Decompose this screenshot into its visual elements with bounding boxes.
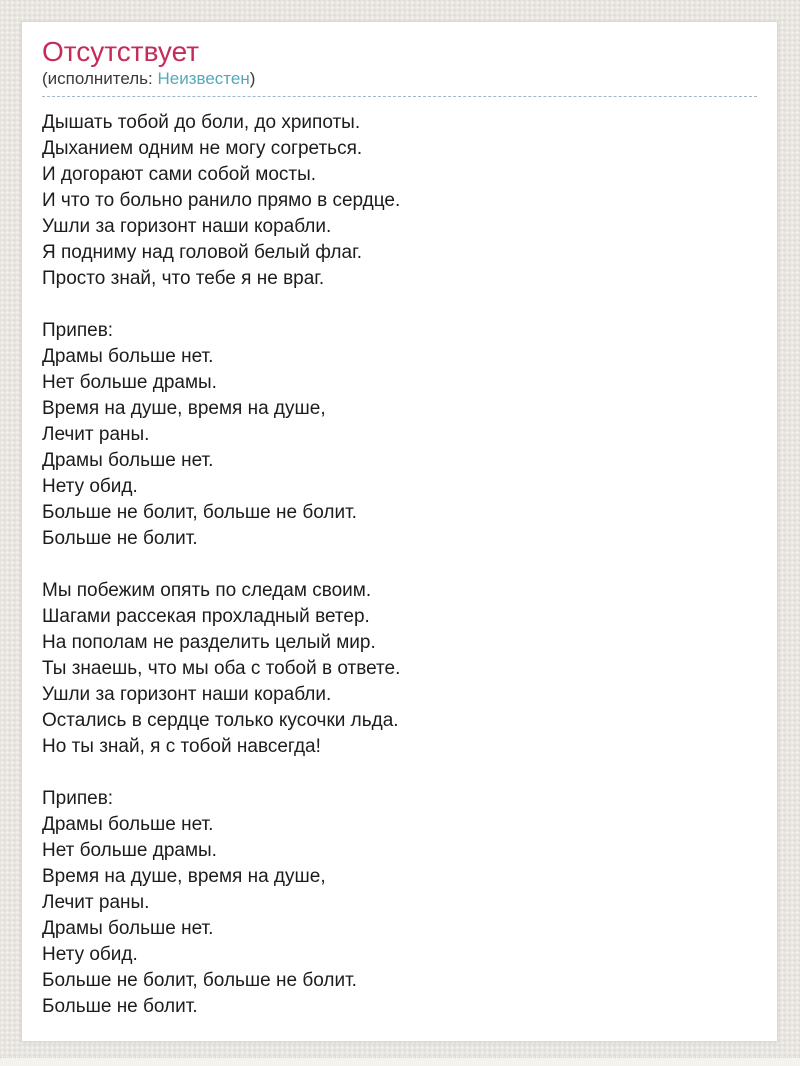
lyrics-stanza [42, 318, 757, 552]
song-header [42, 37, 757, 97]
lyric-line: Но ты знай, я с тобой навсегда! [42, 736, 321, 757]
lyric-line: Просто знай, что тебе я не враг. [42, 268, 325, 289]
subtitle-prefix: (исполнитель: [42, 69, 158, 88]
lyric-line: Я подниму над головой белый флаг. [42, 242, 362, 263]
lyric-line: Лечит раны. [42, 892, 150, 913]
bottom-strip [0, 1057, 800, 1066]
lyric-line: И догорают сами собой мосты. [42, 164, 317, 185]
lyric-line: Ты знаешь, что мы оба с тобой в ответе. [42, 658, 401, 679]
lyric-line: Больше не болит, больше не болит. [42, 502, 357, 523]
lyric-line: Нету обид. [42, 944, 138, 965]
lyrics-stanza [42, 578, 757, 760]
lyrics-text [42, 97, 757, 1020]
lyric-line: Больше не болит. [42, 528, 198, 549]
lyric-line: Лечит раны. [42, 424, 150, 445]
lyric-line: Остались в сердце только кусочки льда. [42, 710, 399, 731]
lyric-line: Больше не болит, больше не болит. [42, 970, 357, 991]
lyrics-stanza [42, 786, 757, 1020]
lyric-line: Нету обид. [42, 476, 138, 497]
lyrics-card [21, 21, 778, 1042]
subtitle-suffix: ) [249, 69, 256, 88]
song-subtitle [42, 67, 757, 97]
lyric-line: Припев: [42, 320, 114, 341]
lyric-line: Время на душе, время на душе, [42, 398, 326, 419]
lyric-line: Ушли за горизонт наши корабли. [42, 684, 332, 705]
lyric-line: И что то больно ранило прямо в сердце. [42, 190, 401, 211]
lyric-line: Ушли за горизонт наши корабли. [42, 216, 332, 237]
lyrics-stanza [42, 110, 757, 292]
lyric-line: Дыханием одним не могу согреться. [42, 138, 363, 159]
lyric-line: Драмы больше нет. [42, 346, 214, 367]
artist-link[interactable]: Неизвестен [157, 69, 250, 88]
lyric-line: Шагами рассекая прохладный ветер. [42, 606, 370, 627]
lyric-line: Нет больше драмы. [42, 840, 217, 861]
lyric-line: Припев: [42, 788, 114, 809]
lyric-line: Драмы больше нет. [42, 918, 214, 939]
lyric-line: Нет больше драмы. [42, 372, 217, 393]
lyric-line: На пополам не разделить целый мир. [42, 632, 376, 653]
lyric-line: Больше не болит. [42, 996, 198, 1017]
lyric-line: Дышать тобой до боли, до хрипоты. [42, 112, 361, 133]
lyric-line: Драмы больше нет. [42, 450, 214, 471]
lyric-line: Время на душе, время на душе, [42, 866, 326, 887]
lyric-line: Мы побежим опять по следам своим. [42, 580, 372, 601]
lyric-line: Драмы больше нет. [42, 814, 214, 835]
page-title: Отсутствует [42, 36, 200, 67]
